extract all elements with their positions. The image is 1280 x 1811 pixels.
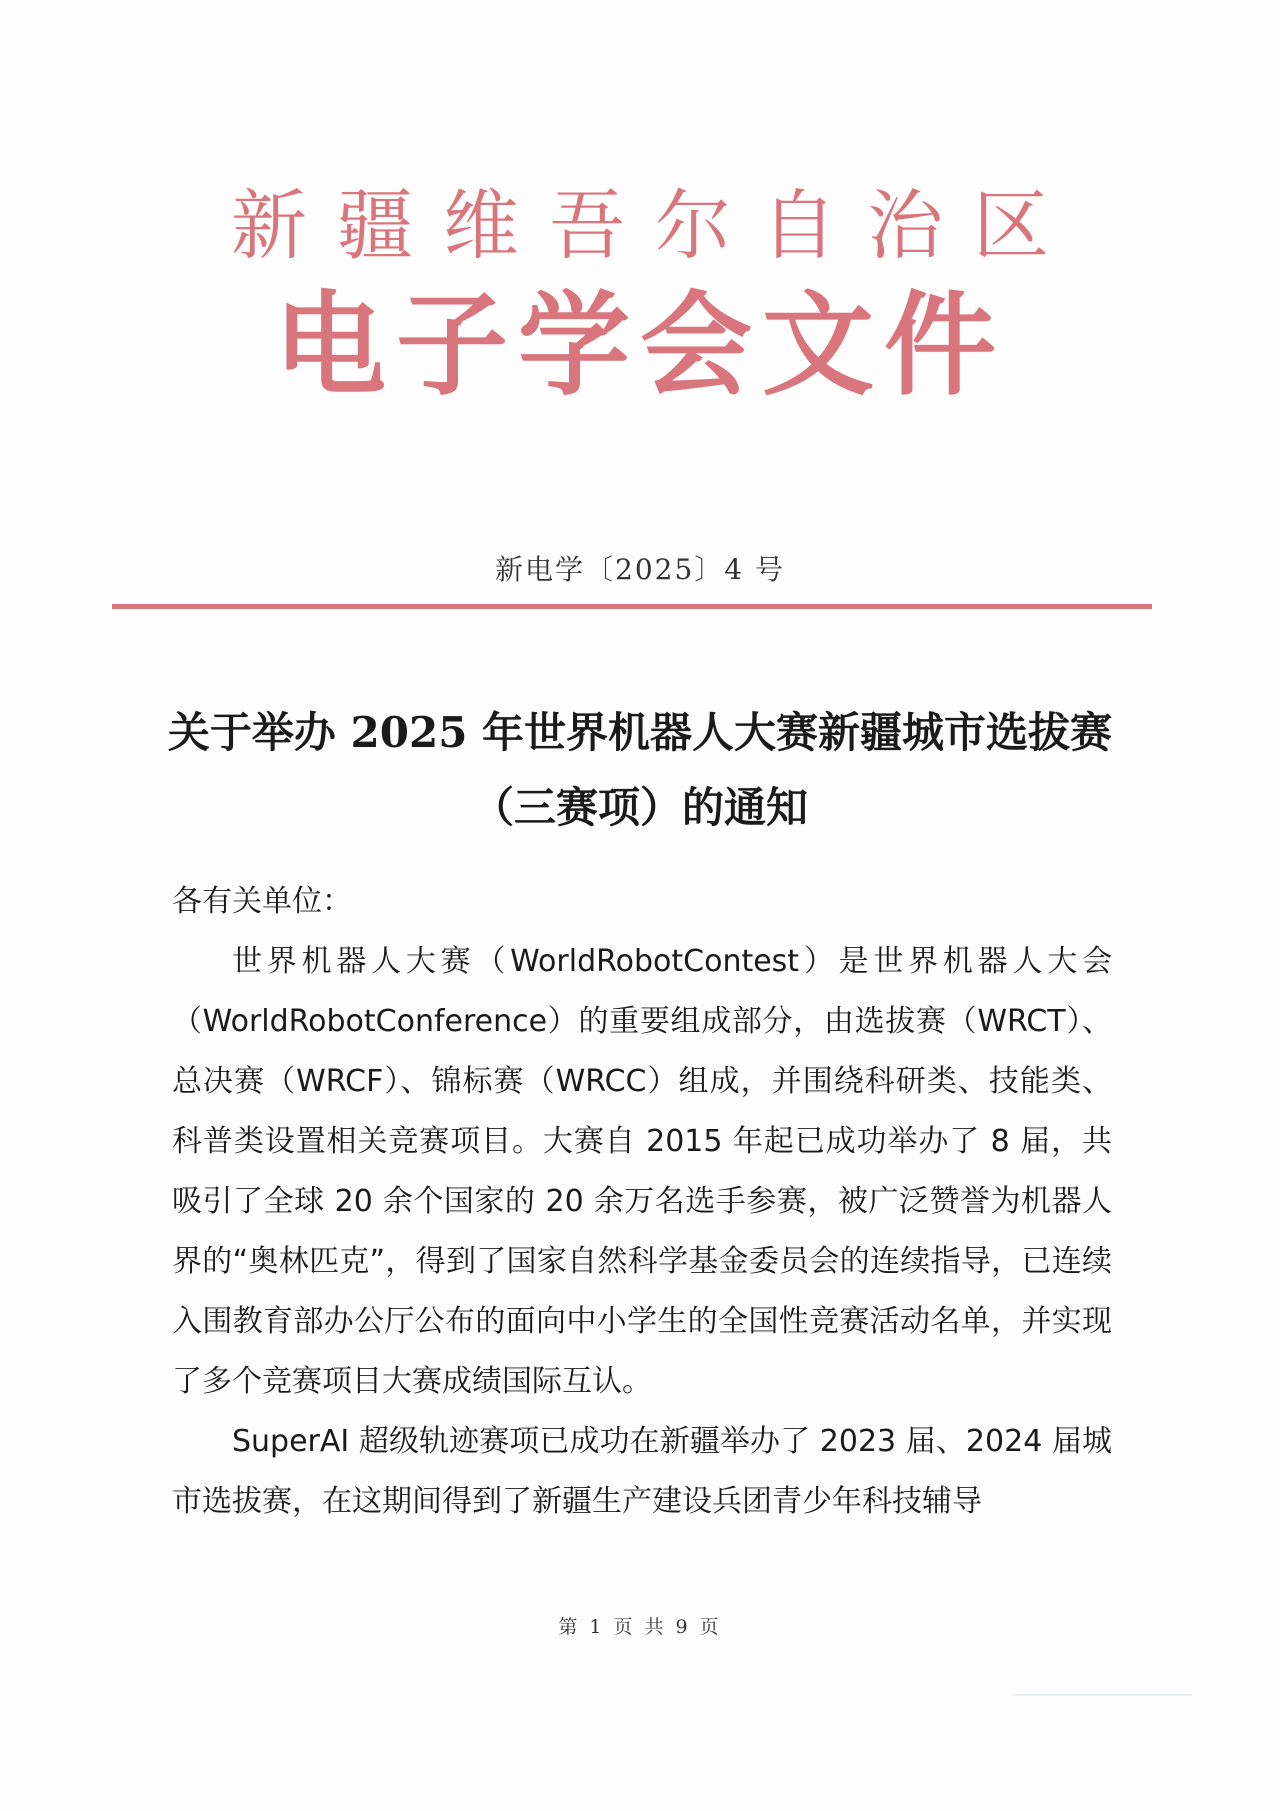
body-paragraph-1: 世界机器人大赛（WorldRobotContest）是世界机器人大会（WorldRobotConference）的重要组成部分，由选拔赛（WRCT）、总决赛（WRCF）、锦标赛（WRCC）组成，并围绕科研类、技能类、科普类设置相关竞赛项目。大赛自 2015 年起已成功举办了 8 届，共吸引了全球 20 余个国家的 20 余万名选手参赛，被广泛赞誉为机器人界的“奥林匹克”，得到了国家自然科学基金委员会的连续指导，已连续入围教育部办公厅公布的面向中小学生的全国性竞赛活动名单，并实现了多个竞赛项目大赛成绩国际互认。 — [172, 944, 1112, 1399]
red-divider-line — [112, 604, 1152, 609]
notice-body — [172, 872, 1112, 1532]
salutation: 各有关单位： — [172, 884, 352, 919]
notice-title: 关于举办 2025 年世界机器人大赛新疆城市选拔赛（三赛项）的通知 — [167, 708, 1113, 832]
body-paragraph-2: SuperAI 超级轨迹赛项已成功在新疆举办了 2023 届、2024 届城市选拔赛，在这期间得到了新疆生产建设兵团青少年科技辅导 — [172, 1424, 1112, 1519]
document-number: 新电学〔2025〕4 号 — [495, 553, 785, 586]
scan-artifact — [1012, 1694, 1192, 1696]
issuer-region-heading: 新疆维吾尔自治区 — [231, 181, 1079, 270]
issuer-name-heading: 电子学会文件 — [274, 280, 1006, 411]
page-footer: 第 1 页 共 9 页 — [558, 1616, 722, 1638]
